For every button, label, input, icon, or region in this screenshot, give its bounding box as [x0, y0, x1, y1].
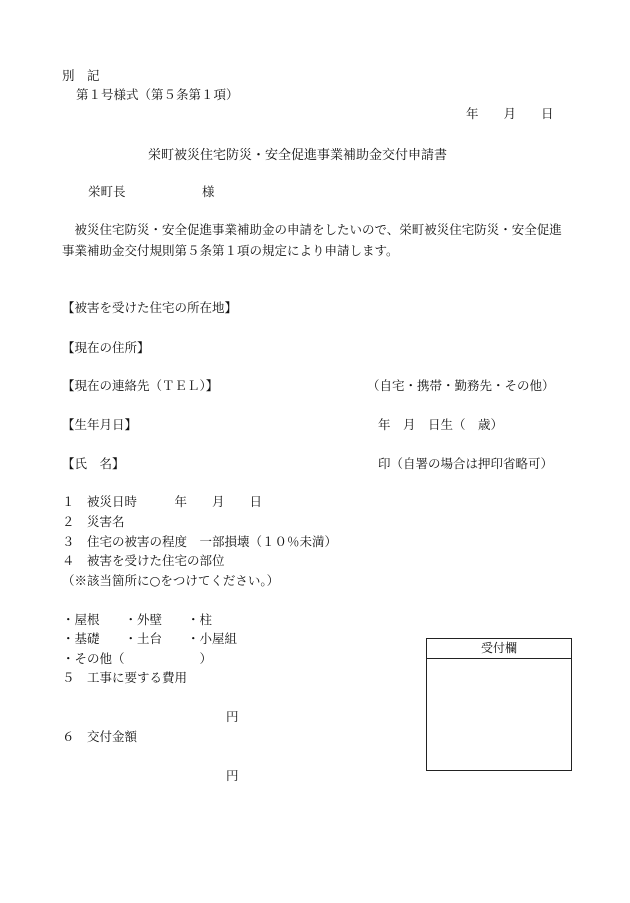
parts-row-3: ・その他（ ）	[62, 651, 213, 666]
annex-label: 別 記	[62, 68, 100, 83]
item-disaster-date: １ 被災日時 年 月 日	[62, 494, 263, 509]
reception-box	[426, 638, 572, 771]
contact-label: 【現在の連絡先（ＴＥＬ）】	[62, 378, 219, 393]
damaged-address-label: 【被害を受けた住宅の所在地】	[62, 300, 238, 315]
addressee-honorific: 様	[202, 184, 215, 199]
applicant-name-label: 【氏 名】	[62, 456, 125, 471]
item-damaged-parts: ４ 被害を受けた住宅の部位	[62, 553, 225, 568]
item-disaster-name: ２ 災害名	[62, 514, 125, 529]
addressee-name: 栄町長	[88, 184, 126, 199]
form-number: 第１号様式（第５条第１項）	[76, 87, 239, 102]
damaged-parts-note: （※該当箇所に○をつけてください。）	[62, 573, 280, 588]
birth-date-note: 年 月 日生（ 歳）	[378, 417, 504, 432]
intro-line-2: 事業補助金交付規則第５条第１項の規定により申請します。	[62, 243, 399, 258]
contact-type-note: （自宅・携帯・勤務先・その他）	[367, 378, 555, 393]
construction-cost-unit: 円	[226, 709, 239, 724]
application-date: 年 月 日	[466, 106, 554, 121]
grant-amount-unit: 円	[226, 768, 239, 783]
reception-box-label: 受付欄	[427, 639, 571, 659]
intro-paragraph	[62, 219, 572, 261]
seal-note: 印（自署の場合は押印省略可）	[378, 456, 554, 471]
item-grant-amount: ６ 交付金額	[62, 729, 138, 744]
item-construction-cost: ５ 工事に要する費用	[62, 670, 188, 685]
item-damage-degree: ３ 住宅の被害の程度 一部損壊（１０％未満）	[62, 534, 338, 549]
birth-date-label: 【生年月日】	[62, 417, 138, 432]
parts-row-2: ・基礎 ・土台 ・小屋組	[62, 631, 238, 646]
document-title: 栄町被災住宅防災・安全促進事業補助金交付申請書	[148, 148, 448, 163]
parts-row-1: ・屋根 ・外壁 ・柱	[62, 612, 213, 627]
current-address-label: 【現在の住所】	[62, 340, 150, 355]
intro-line-1: 被災住宅防災・安全促進事業補助金の申請をしたいので、栄町被災住宅防災・安全促進	[62, 222, 562, 237]
